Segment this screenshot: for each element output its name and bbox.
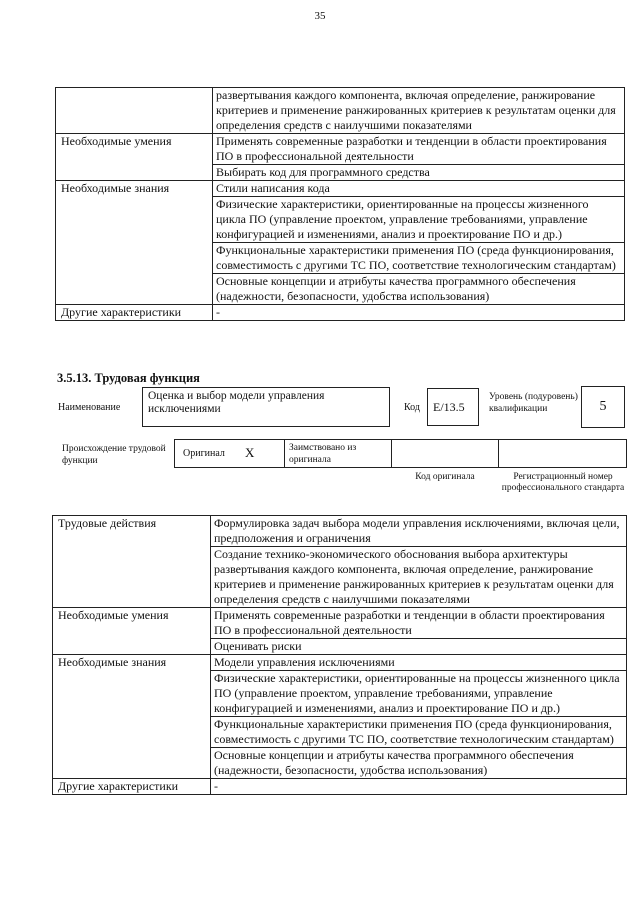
- row-value: Применять современные разработки и тенденции в области проектирования ПО в профессиональной деятельности: [213, 134, 625, 165]
- row-label: Другие характеристики: [56, 305, 213, 321]
- row-value: Стили написания кода: [213, 181, 625, 197]
- row-label: Необходимые умения: [56, 134, 213, 181]
- row-value: Основные концепции и атрибуты качества программного обеспечения (надежности, безопасности, удобства использования): [211, 748, 627, 779]
- code-original-cell: [391, 439, 499, 468]
- row-value: развертывания каждого компонента, включая определение, ранжирование критериев и применение ранжированных критериев к результатам оценки для определения средств с наилучшими показателями: [213, 88, 625, 134]
- row-label: [56, 88, 213, 134]
- row-value: Применять современные разработки и тенденции в области проектирования ПО в профессиональной деятельности: [211, 608, 627, 639]
- row-value: Физические характеристики, ориентированные на процессы жизненного цикла ПО (управление проектом, управление требованиями, управление конфигурацией и изменениями, анализ и проектирование ПО и др.): [213, 197, 625, 243]
- row-value: Основные концепции и атрибуты качества программного обеспечения (надежности, безопасности, удобства использования): [213, 274, 625, 305]
- row-label: Необходимые знания: [53, 655, 211, 779]
- level-value: 5: [599, 399, 607, 414]
- row-label: Другие характеристики: [53, 779, 211, 795]
- code-label: Код: [404, 402, 420, 413]
- name-box: [142, 387, 390, 427]
- section-heading: 3.5.13. Трудовая функция: [57, 371, 200, 385]
- row-label: Трудовые действия: [53, 516, 211, 608]
- page-number: 35: [314, 10, 326, 22]
- original-cell: [174, 439, 285, 468]
- row-label: Необходимые умения: [53, 608, 211, 655]
- reg-number-caption: Регистрационный номер профессионального стандарта: [501, 472, 625, 493]
- borrowed-cell: [284, 439, 392, 468]
- row-value: -: [211, 779, 627, 795]
- borrowed-label: Заимствовано из оригинала: [289, 443, 357, 465]
- row-value: Создание технико-экономического обоснования выбора архитектуры развертывания каждого компонента, включая определение, ранжирование критериев и применение ранжированных критериев к результатам оценки для определения средств с наилучшими показателями: [211, 547, 627, 608]
- labor-function-table: [52, 515, 627, 795]
- row-label: Необходимые знания: [56, 181, 213, 305]
- code-original-caption: Код оригинала: [415, 472, 475, 482]
- original-label: Оригинал: [183, 448, 225, 459]
- reg-number-cell: [498, 439, 627, 468]
- code-value: E/13.5: [433, 400, 465, 414]
- row-value: Функциональные характеристики применения ПО (среда функционирования, совместимость с другими ТС ПО, соответствие технологическим стандартам): [213, 243, 625, 274]
- top-table: [55, 87, 625, 321]
- row-value: Физические характеристики, ориентированные на процессы жизненного цикла ПО (управление проектом, управление требованиями, управление конфигурацией и изменениями, анализ и проектирование ПО и др.): [211, 671, 627, 717]
- original-mark: X: [245, 445, 255, 460]
- level-label: Уровень (подуровень) квалификации: [489, 392, 578, 414]
- code-box: [427, 388, 479, 426]
- level-box: [581, 386, 625, 428]
- origin-label: Происхождение трудовой функции: [62, 444, 166, 466]
- row-value: -: [213, 305, 625, 321]
- name-label: Наименование: [58, 402, 121, 413]
- row-value: Формулировка задач выбора модели управления исключениями, включая цели, предположения и ограничения: [211, 516, 627, 547]
- row-value: Функциональные характеристики применения ПО (среда функционирования, совместимость с другими ТС ПО, соответствие технологическим стандартам): [211, 717, 627, 748]
- row-value: Выбирать код для программного средства: [213, 165, 625, 181]
- row-value: Оценивать риски: [211, 639, 627, 655]
- row-value: Модели управления исключениями: [211, 655, 627, 671]
- name-value: Оценка и выбор модели управления исключениями: [148, 390, 325, 415]
